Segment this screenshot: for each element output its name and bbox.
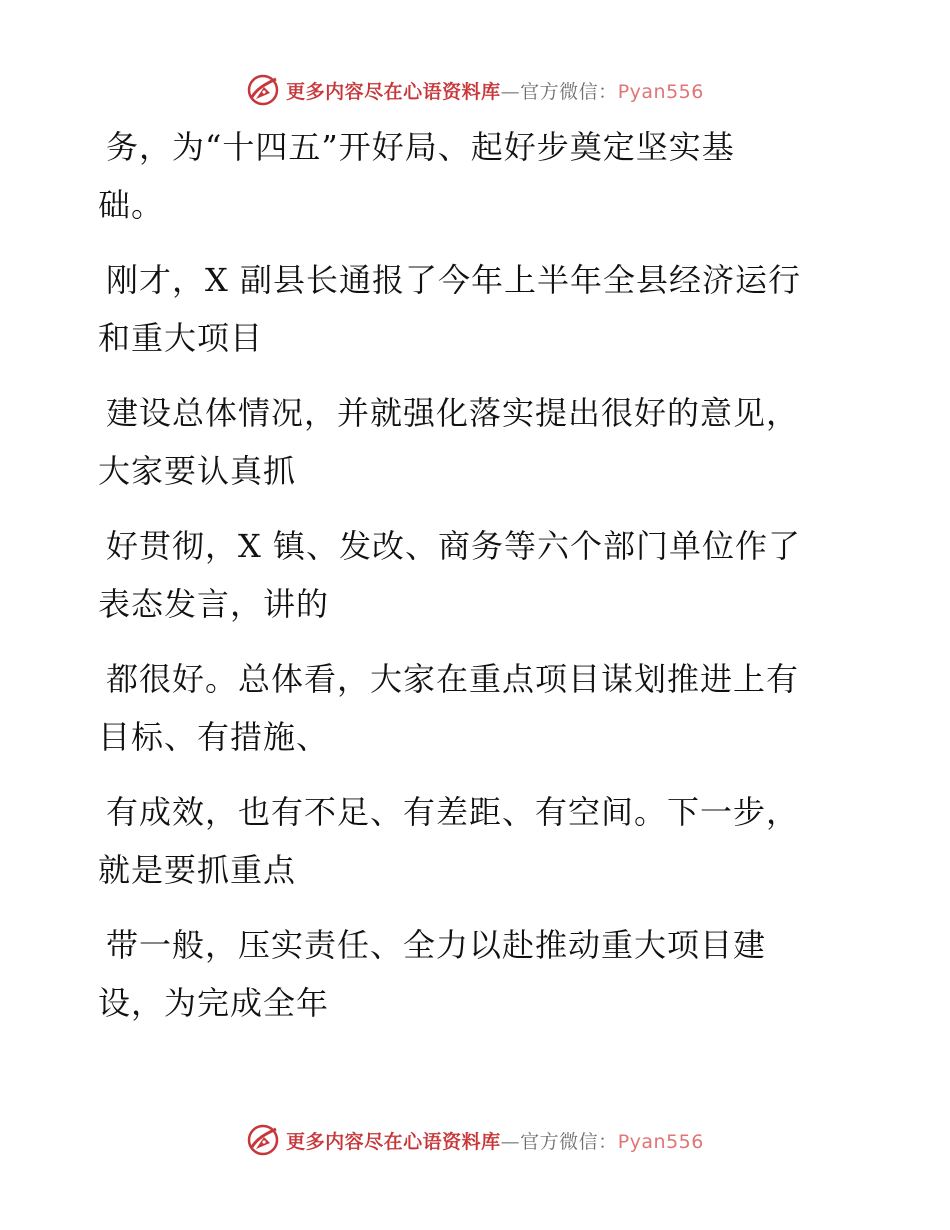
header-watermark-text — [286, 77, 704, 104]
body-line-12: 就是要抓重点 — [98, 851, 297, 889]
body-line-6: 大家要认真抓 — [98, 452, 297, 490]
header-official-label: 官方微信： — [520, 80, 618, 103]
body-line-10: 目标、有措施、 — [98, 718, 330, 756]
header-dash: — — [500, 80, 521, 103]
fountain-pen-seal-icon — [246, 1123, 280, 1157]
body-line-5: 建设总体情况，并就强化落实提出很好的意见， — [106, 394, 800, 432]
footer-dash: — — [500, 1130, 521, 1153]
body-line-3: 刚才，X 副县长通报了今年上半年全县经济运行 — [106, 261, 801, 299]
footer-wechat-id: Pyan556 — [617, 1130, 704, 1153]
body-line-11: 有成效，也有不足、有差距、有空间。下一步， — [106, 793, 800, 831]
footer-watermark — [0, 1120, 950, 1160]
header-wechat-id: Pyan556 — [617, 80, 704, 103]
header-site-name: 更多内容尽在心语资料库 — [286, 80, 501, 103]
fountain-pen-seal-icon — [246, 73, 280, 107]
body-line-2: 础。 — [98, 186, 165, 224]
body-line-14: 设，为完成全年 — [98, 984, 330, 1022]
body-line-7: 好贯彻，X 镇、发改、商务等六个部门单位作了 — [106, 527, 801, 565]
body-line-8: 表态发言，讲的 — [98, 585, 330, 623]
footer-site-name: 更多内容尽在心语资料库 — [286, 1130, 501, 1153]
body-line-9: 都很好。总体看，大家在重点项目谋划推进上有 — [106, 660, 800, 698]
footer-watermark-text — [286, 1127, 704, 1154]
footer-official-label: 官方微信： — [520, 1130, 618, 1153]
body-line-13: 带一般，压实责任、全力以赴推动重大项目建 — [106, 926, 767, 964]
body-line-1: 务，为“十四五”开好局、起好步奠定坚实基 — [106, 128, 735, 166]
body-line-4: 和重大项目 — [98, 319, 264, 357]
header-watermark — [0, 70, 950, 110]
